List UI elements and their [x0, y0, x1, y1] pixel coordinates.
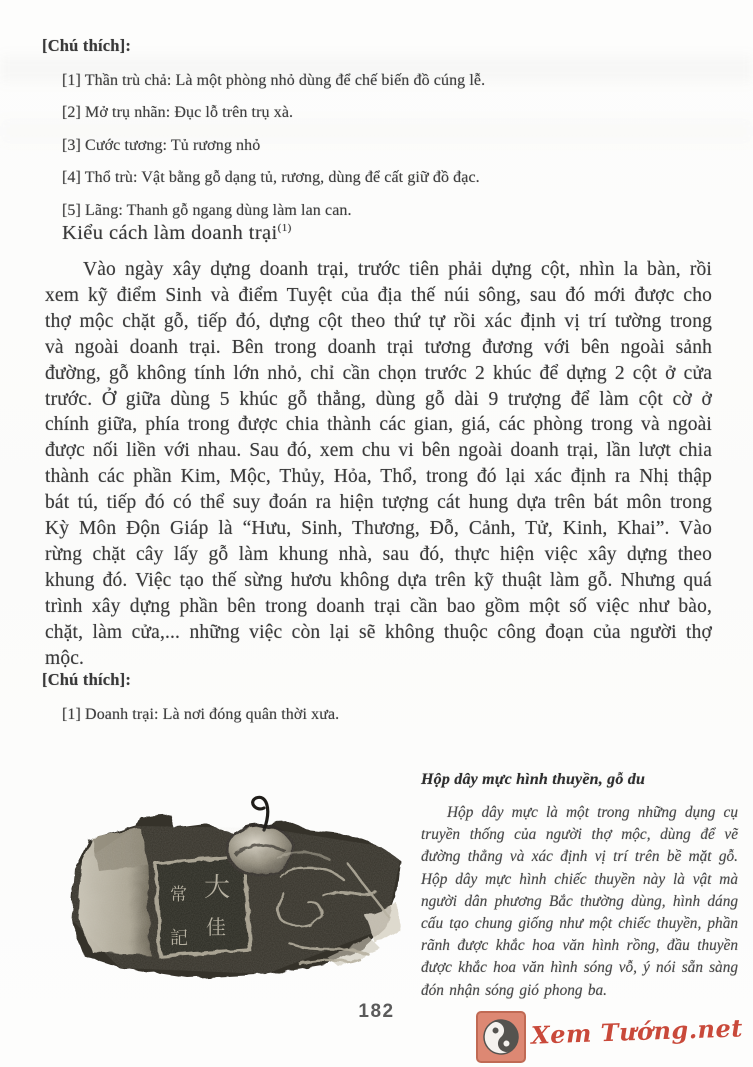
- caption-title: Hộp dây mực hình thuyền, gỗ du: [421, 771, 646, 788]
- figure-caption: [421, 771, 738, 1002]
- watermark-logo: [476, 1011, 743, 1063]
- notes-header: [Chú thích]:: [42, 36, 132, 55]
- watermark-text: Xem Tướng.net: [530, 1013, 744, 1050]
- note-item: [2] Mở trụ nhãn: Đục lỗ trên trụ xà.: [62, 104, 294, 121]
- note-item: [3] Cước tương: Tủ rương nhỏ: [62, 136, 261, 154]
- notes-top-section: [42, 36, 712, 219]
- yin-yang-icon: [476, 1011, 526, 1063]
- heading-footnote-marker: (1): [277, 222, 292, 235]
- page-number: 182: [358, 1001, 395, 1022]
- ink-box-photo: [28, 768, 416, 1008]
- caption-body: Hộp dây mực là một trong những dụng cụ truyền thống của người thợ mộc, dùng để vẽ đường thẳng và xác định vị trí trên bề mặt gỗ. Hộp dây mực hình chiếc thuyền này là vật mà người dân phương Bắc thường dùng, hình dáng cấu tạo chung giống như một chiếc thuyền, phần rãnh được khắc hoa văn hình rồng, đầu thuyền được khắc hoa văn hình sóng vỗ, ý nói sẵn sàng đón nhận sóng gió phong ba.: [421, 804, 738, 999]
- body-paragraph: Vào ngày xây dựng doanh trại, trước tiên phải dựng cột, nhìn la bàn, rồi xem kỹ điểm Sinh và điểm Tuyệt của địa thế núi sông, sau đó mới được cho thợ mộc chặt gỗ, tiếp đó, dựng cột theo thứ tự rồi xác định vị trí tường trong và ngoài doanh trại. Bên trong doanh trại tương đương với bên ngoài sảnh đường, gỗ không tính lớn nhỏ, chỉ cần chọn trước 2 khúc để dựng 2 cột ở cửa trước. Ở giữa dùng 5 khúc gỗ thẳng, dùng gỗ dài 9 trượng để làm cột cờ ở chính giữa, phía trong được chia thành các gian, giá, các phòng trong và ngoài được nối liền với nhau. Sau đó, xem chu vi bên ngoài doanh trại, lần lượt chia thành các phần Kim, Mộc, Thủy, Hỏa, Thổ, trong đó lại xác định ra Nhị thập bát tú, tiếp đó có thể suy đoán ra hiện tượng cát hung dựa trên bát môn trong Kỳ Môn Độn Giáp là “Hưu, Sinh, Thương, Đỗ, Cảnh, Tử, Kinh, Khai”. Vào rừng chặt cây lấy gỗ làm khung nhà, sau đó, thực hiện việc xây dựng theo khung đó. Việc tạo thế sừng hươu không dựa trên kỹ thuật làm gỗ. Nhưng quá trình xây dựng phần bên trong doanh trại cần bao gồm một số việc như bào, chặt, làm cửa,... những việc còn lại sẽ không thuộc công đoạn của người thợ mộc.: [45, 259, 712, 669]
- note-item: [1] Thần trù chả: Là một phòng nhỏ dùng để chế biến đồ cúng lễ.: [62, 71, 486, 89]
- section-heading: [62, 222, 292, 245]
- notes-header: [Chú thích]:: [42, 670, 132, 689]
- notes-bottom-section: [42, 670, 712, 723]
- note-item: [4] Thổ trù: Vật bằng gỗ dạng tủ, rương, dùng để cất giữ đồ đạc.: [62, 169, 480, 186]
- note-item: [5] Lãng: Thanh gỗ ngang dùng làm lan can.: [62, 201, 352, 219]
- note-item: [1] Doanh trại: Là nơi đóng quân thời xưa.: [62, 705, 340, 723]
- section-heading-text: Kiểu cách làm doanh trại: [62, 222, 278, 244]
